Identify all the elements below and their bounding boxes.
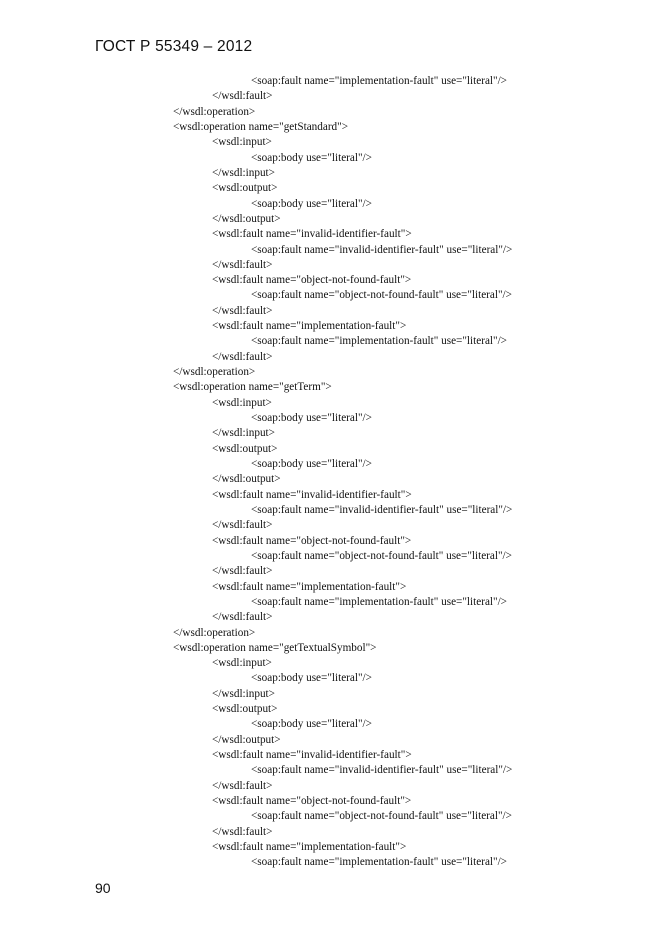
code-line: </wsdl:fault> <box>212 519 273 532</box>
code-line: <soap:fault name="invalid-identifier-fault" use="literal"/> <box>251 503 513 516</box>
page-number: 90 <box>95 880 111 896</box>
code-line: <wsdl:fault name="implementation-fault"> <box>212 320 407 333</box>
code-line: <soap:fault name="object-not-found-fault" use="literal"/> <box>251 549 512 562</box>
code-line: <wsdl:operation name="getTerm"> <box>173 381 332 394</box>
code-line: <soap:fault name="invalid-identifier-fault" use="literal"/> <box>251 243 513 256</box>
code-line: <soap:body use="literal"/> <box>251 458 372 470</box>
code-line: <wsdl:output> <box>212 182 278 195</box>
code-line: <wsdl:fault name="object-not-found-fault"> <box>212 274 412 287</box>
code-line: <soap:body use="literal"/> <box>251 197 372 210</box>
code-line: </wsdl:fault> <box>212 258 273 271</box>
code-line: </wsdl:output> <box>212 733 281 746</box>
code-line: <soap:body use="literal"/> <box>251 718 372 731</box>
code-line: <wsdl:fault name="object-not-found-fault"> <box>212 795 412 808</box>
code-line: </wsdl:input> <box>212 687 275 700</box>
code-line: <soap:fault name="implementation-fault" use="literal"/> <box>251 335 507 348</box>
code-line: <wsdl:fault name="invalid-identifier-fault"> <box>212 488 412 501</box>
code-line: </wsdl:fault> <box>212 825 273 838</box>
code-line: </wsdl:output> <box>212 473 281 486</box>
code-line: <soap:fault name="implementation-fault" use="literal"/> <box>251 856 507 869</box>
code-line: <wsdl:input> <box>212 136 272 149</box>
code-line: </wsdl:operation> <box>173 366 256 379</box>
code-line: </wsdl:operation> <box>173 626 256 639</box>
code-line: <soap:fault name="object-not-found-fault" use="literal"/> <box>251 289 512 302</box>
code-line: <soap:fault name="object-not-found-fault" use="literal"/> <box>251 810 512 823</box>
code-line: <soap:fault name="implementation-fault" use="literal"/> <box>251 75 507 87</box>
code-line: </wsdl:fault> <box>212 565 273 578</box>
code-line: <soap:body use="literal"/> <box>251 412 372 425</box>
code-line: <wsdl:output> <box>212 442 278 455</box>
code-line: <soap:body use="literal"/> <box>251 151 372 164</box>
code-line: <wsdl:fault name="implementation-fault"> <box>212 841 407 853</box>
code-line: </wsdl:input> <box>212 427 275 440</box>
code-line: <wsdl:fault name="implementation-fault"> <box>212 580 407 593</box>
code-line: <soap:fault name="implementation-fault" use="literal"/> <box>251 595 507 608</box>
code-line: <wsdl:fault name="invalid-identifier-fault"> <box>212 749 412 762</box>
code-line: </wsdl:fault> <box>212 779 273 792</box>
code-line: <soap:body use="literal"/> <box>251 672 372 685</box>
document-header: ГОСТ Р 55349 – 2012 <box>95 38 253 55</box>
code-line: <wsdl:operation name="getStandard"> <box>173 120 349 133</box>
code-line: </wsdl:fault> <box>212 304 273 317</box>
code-line: </wsdl:input> <box>212 166 275 179</box>
code-line: <wsdl:fault name="invalid-identifier-fault"> <box>212 228 412 241</box>
code-line: <wsdl:operation name="getTextualSymbol"> <box>173 641 377 654</box>
code-line: <wsdl:input> <box>212 396 272 409</box>
code-line: <wsdl:fault name="object-not-found-fault"> <box>212 534 412 547</box>
code-line: </wsdl:fault> <box>212 611 273 624</box>
code-line: </wsdl:fault> <box>212 350 273 363</box>
code-line: <soap:fault name="invalid-identifier-fault" use="literal"/> <box>251 764 513 777</box>
code-line: <wsdl:output> <box>212 703 278 716</box>
code-line: <wsdl:input> <box>212 657 272 670</box>
code-line: </wsdl:operation> <box>173 105 256 118</box>
code-line: </wsdl:fault> <box>212 90 273 103</box>
code-line: </wsdl:output> <box>212 212 281 225</box>
